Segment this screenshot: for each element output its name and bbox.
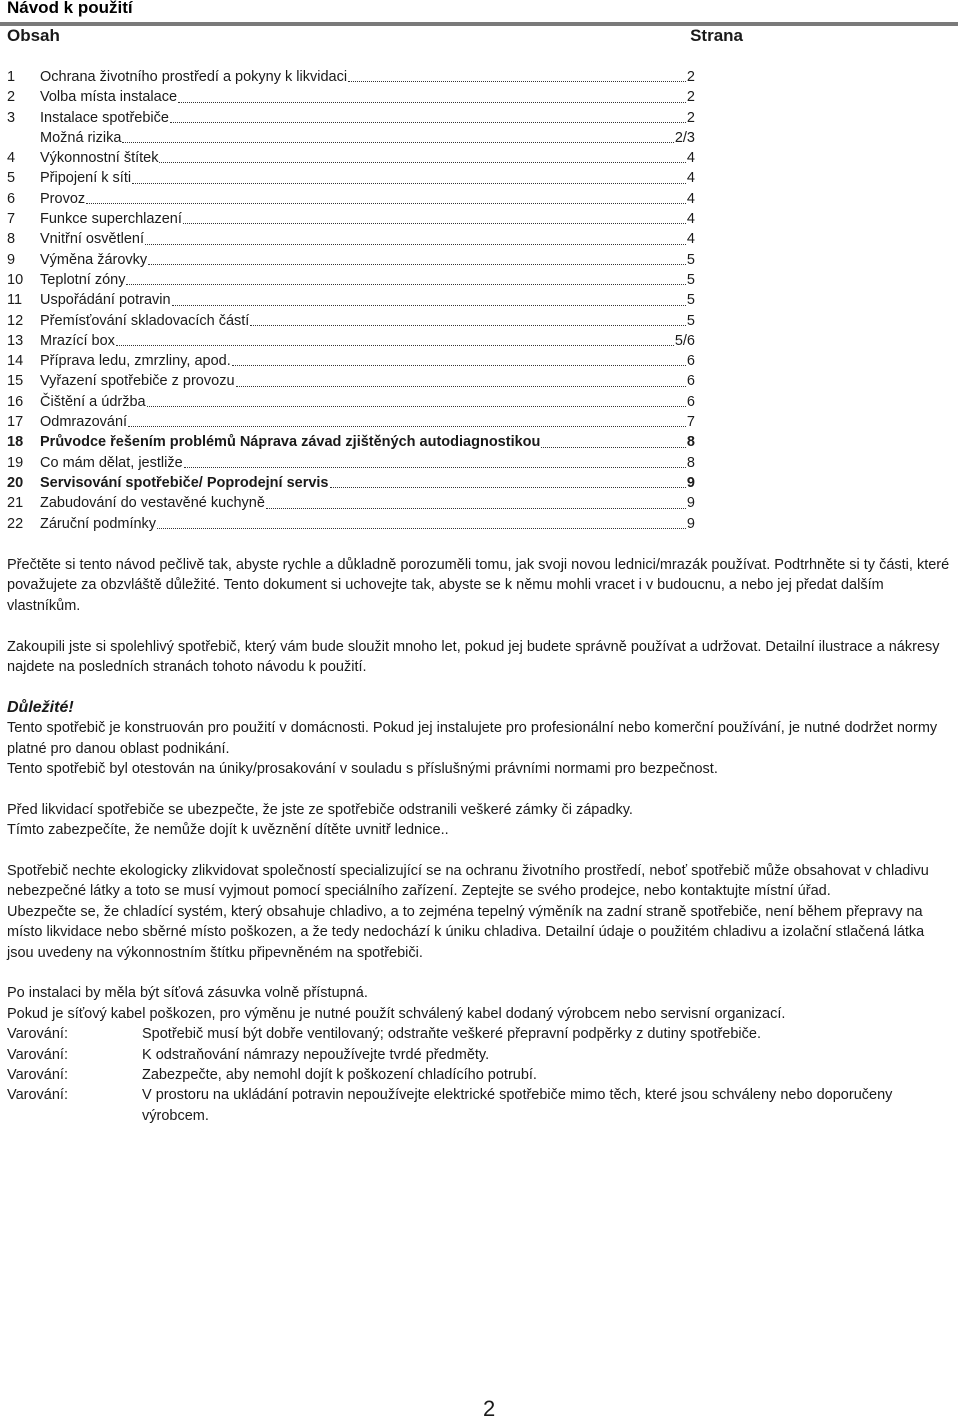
warning-text: K odstraňování námrazy nepoužívejte tvrdé předměty. (142, 1046, 490, 1063)
toc-entry-title: Uspořádání potravin (40, 292, 171, 309)
toc-dot-leader (159, 162, 685, 163)
toc-entry-number: 16 (7, 393, 24, 410)
toc-dot-leader (122, 142, 673, 143)
toc-entry-title: Vyřazení spotřebiče z provozu (40, 373, 235, 390)
toc-entry[interactable] (7, 67, 695, 87)
toc-entry[interactable] (7, 392, 695, 412)
toc-entry-title: Připojení k síti (40, 170, 132, 187)
document-body (7, 555, 952, 1126)
toc-dot-leader (128, 426, 686, 427)
warning-label: Varování: (7, 1087, 68, 1104)
warning-text: V prostoru na ukládání potravin nepoužívejte elektrické spotřebiče mimo těch, které jsou schváleny nebo doporučeny výrobcem. (142, 1087, 893, 1124)
important-paragraph-2: Tento spotřebič byl otestován na úniky/prosakování v souladu s příslušnými právními normami pro bezpečnost. (7, 761, 718, 778)
toc-entry-title: Výkonnostní štítek (40, 150, 159, 167)
toc-entry-title: Volba místa instalace (40, 89, 178, 106)
toc-entry-title: Instalace spotřebiče (40, 109, 169, 126)
toc-entry-title: Výměna žárovky (40, 251, 148, 268)
toc-entry-number: 5 (7, 170, 16, 187)
important-paragraph-3: Před likvidací spotřebiče se ubezpečte, že jste ze spotřebiče odstranili veškeré zámky či západky. (7, 801, 633, 818)
toc-entry[interactable] (7, 168, 695, 188)
toc-entry-number: 11 (7, 292, 23, 309)
toc-entry[interactable] (7, 473, 695, 493)
toc-entry-title: Co mám dělat, jestliže (40, 454, 183, 471)
toc-header (7, 26, 743, 48)
page-header (0, 0, 958, 26)
toc-entry-page: 9 (686, 495, 695, 512)
toc-entry[interactable] (7, 209, 695, 229)
toc-entry-page: 8 (686, 454, 695, 471)
page-number: 2 (483, 1396, 496, 1421)
toc-entry-title: Vnitřní osvětlení (40, 231, 144, 248)
toc-dot-leader (232, 365, 686, 366)
warning-text: Spotřebič musí být dobře ventilovaný; odstraňte veškeré přepravní podpěrky z dutiny spotřebiče. (142, 1026, 761, 1043)
toc-entry-number: 7 (7, 211, 16, 228)
toc-entry-number: 13 (7, 332, 24, 349)
important-paragraph-8: Pokud je síťový kabel poškozen, pro výměnu je nutné použít schválený kabel dodaný výrobcem nebo servisní organizací. (7, 1005, 786, 1022)
toc-entry-number: 20 (7, 474, 24, 491)
toc-entry-page: 6 (686, 373, 695, 390)
toc-entry-number: 1 (7, 69, 16, 85)
warning-row (7, 1065, 952, 1085)
toc-entry-number: 14 (7, 353, 24, 370)
toc-entry[interactable] (7, 453, 695, 473)
toc-dot-leader (148, 264, 686, 265)
toc-entry-number: 6 (7, 190, 16, 207)
toc-dot-leader (147, 406, 686, 407)
toc-entry-number: 8 (7, 231, 16, 248)
warning-label: Varování: (7, 1026, 68, 1043)
toc-dot-leader (183, 223, 686, 224)
toc-entry[interactable] (7, 189, 695, 209)
toc-entry-page: 5 (686, 312, 695, 329)
toc-dot-leader (184, 467, 686, 468)
toc-entry-page: 4 (686, 190, 695, 207)
toc-entry[interactable] (7, 432, 695, 452)
toc-entry-number: 15 (7, 373, 24, 390)
toc-entry-number: 2 (7, 89, 16, 106)
intro-paragraph-2: Zakoupili jste si spolehlivý spotřebič, který vám bude sloužit mnoho let, pokud jej budete správně používat a udržovat. Detailní ilustrace a nákresy najdete na posledních stranách tohoto návodu k použití. (7, 638, 940, 676)
toc-entry-number: 4 (7, 150, 16, 167)
toc-entry[interactable] (7, 229, 695, 249)
toc-entry-page: 2 (686, 89, 695, 106)
toc-entry-page: 5 (686, 292, 695, 309)
toc-entry-page: 2 (686, 109, 695, 126)
toc-entry[interactable] (7, 371, 695, 391)
toc-entry-number: 9 (7, 251, 16, 268)
toc-entry-number: 19 (7, 454, 24, 471)
toc-entry-page: 9 (686, 474, 695, 491)
toc-entry-number: 18 (7, 434, 24, 451)
toc-entry[interactable] (7, 351, 695, 371)
toc-entry-title: Zabudování do vestavěné kuchyně (40, 495, 265, 512)
important-paragraph-5: Spotřebič nechte ekologicky zlikvidovat společností specializující se na ochranu životního prostředí, neboť spotřebič může obsahovat v chladivu nebezpečné látky a toto se musí vyjmout pomocí speciálního zařízení. Zeptejte se svého prodejce, nebo kontaktujte místní úřad. (7, 863, 929, 900)
toc-heading: Obsah (7, 26, 60, 45)
toc-page-heading: Strana (690, 26, 743, 45)
toc-entry[interactable] (7, 412, 695, 432)
toc-entry[interactable] (7, 514, 695, 534)
toc-entry-title: Funkce superchlazení (40, 211, 182, 228)
toc-entry-page: 5 (686, 251, 695, 268)
toc-entry-page: 5/6 (674, 332, 695, 349)
toc-entry[interactable] (7, 148, 695, 168)
toc-entry[interactable] (7, 270, 695, 290)
toc-dot-leader (172, 305, 686, 306)
toc-entry-page: 5 (686, 271, 695, 288)
warning-row (7, 1024, 952, 1044)
warning-row (7, 1085, 952, 1126)
document-title: Návod k použití (7, 0, 133, 17)
toc-dot-leader (86, 203, 686, 204)
toc-dot-leader (145, 244, 686, 245)
toc-entry-title: Čištění a údržba (40, 393, 146, 410)
toc-entry-page: 4 (686, 231, 695, 248)
toc-entry[interactable] (7, 493, 695, 513)
toc-dot-leader (116, 345, 674, 346)
toc-entry-title: Záruční podmínky (40, 515, 157, 532)
toc-entry[interactable] (7, 108, 695, 128)
toc-entry-title: Mrazící box (40, 332, 115, 349)
toc-dot-leader (348, 81, 686, 82)
toc-entry-page: 6 (686, 353, 695, 370)
intro-paragraph-1: Přečtěte si tento návod pečlivě tak, abyste rychle a důkladně porozuměli tomu, jak svoji novou lednici/mrazák používat. Podtrhněte si ty části, které považujete za obzvláště důležité. Tento dokument si uchovejte tak, abyste se k němu mohli vracet i v budoucnu, a nebo jej předat dalším vlastníkům. (7, 557, 950, 614)
toc-dot-leader (157, 528, 686, 529)
toc-dot-leader (170, 122, 686, 123)
toc-entry-page: 2/3 (674, 129, 695, 146)
toc-entry-page: 6 (686, 393, 695, 410)
toc-entry-number: 12 (7, 312, 24, 329)
important-paragraph-4: Tímto zabezpečíte, že nemůže dojít k uvěznění dítěte uvnitř lednice.. (7, 822, 449, 839)
toc-entry-page: 4 (686, 150, 695, 167)
toc-entry-number: 17 (7, 414, 24, 431)
table-of-contents (7, 67, 695, 534)
toc-entry[interactable] (7, 331, 695, 351)
toc-dot-leader (132, 183, 686, 184)
toc-dot-leader (250, 325, 686, 326)
toc-entry-page: 8 (686, 434, 695, 451)
important-paragraph-1: Tento spotřebič je konstruován pro použití v domácnosti. Pokud jej instalujete pro profesionální nebo komerční používání, je nutné dodržet normy platné pro danou oblast podnikání. (7, 720, 938, 757)
toc-entry-page: 9 (686, 515, 695, 532)
toc-dot-leader (126, 284, 685, 285)
important-paragraph-6: Ubezpečte se, že chladící systém, který obsahuje chladivo, a to zejména tepelný výměník na zadní straně spotřebiče, není během přepravy na místo likvidace nebo sběrné místo poškozen, a že tedy nedochází k úniku chladiva. Detailní údaje o použitém chladivu a izolační stlačená látka jsou uvedeny na výkonnostním štítku připevněném na spotřebiči. (7, 903, 925, 961)
important-heading: Důležité! (7, 698, 74, 716)
toc-entry[interactable] (7, 87, 695, 107)
toc-dot-leader (541, 447, 686, 448)
warning-row (7, 1045, 952, 1065)
warning-label: Varování: (7, 1046, 68, 1063)
warning-label: Varování: (7, 1067, 68, 1084)
toc-entry-page: 4 (686, 170, 695, 187)
toc-dot-leader (178, 102, 686, 103)
toc-dot-leader (330, 487, 686, 488)
toc-entry-title: Možná rizika (40, 129, 122, 146)
toc-entry-page: 7 (686, 414, 695, 431)
toc-entry[interactable] (7, 311, 695, 331)
toc-entry-title: Teplotní zóny (40, 271, 126, 288)
toc-entry-title: Přemísťování skladovacích částí (40, 312, 250, 329)
toc-entry-number: 21 (7, 495, 24, 512)
toc-entry[interactable] (7, 290, 695, 310)
toc-entry-page: 2 (686, 69, 695, 85)
toc-entry-title: Servisování spotřebiče/ Poprodejní servis (40, 474, 329, 491)
toc-entry-title: Průvodce řešením problémů Náprava závad zjištěných autodiagnostikou (40, 434, 541, 451)
toc-dot-leader (266, 508, 686, 509)
toc-entry[interactable] (7, 128, 695, 148)
warning-text: Zabezpečte, aby nemohl dojít k poškození chladícího potrubí. (142, 1067, 537, 1084)
toc-entry-title: Ochrana životního prostředí a pokyny k likvidaci (40, 69, 348, 85)
toc-dot-leader (236, 386, 686, 387)
toc-entry-title: Provoz (40, 190, 86, 207)
toc-entry-number: 22 (7, 515, 24, 532)
toc-entry-number: 3 (7, 109, 16, 126)
toc-entry-page: 4 (686, 211, 695, 228)
toc-entry-number: 10 (7, 271, 24, 288)
toc-entry-title: Odmrazování (40, 414, 128, 431)
toc-entry[interactable] (7, 250, 695, 270)
important-paragraph-7: Po instalaci by měla být síťová zásuvka volně přístupná. (7, 985, 368, 1002)
toc-entry-title: Příprava ledu, zmrzliny, apod. (40, 353, 231, 370)
